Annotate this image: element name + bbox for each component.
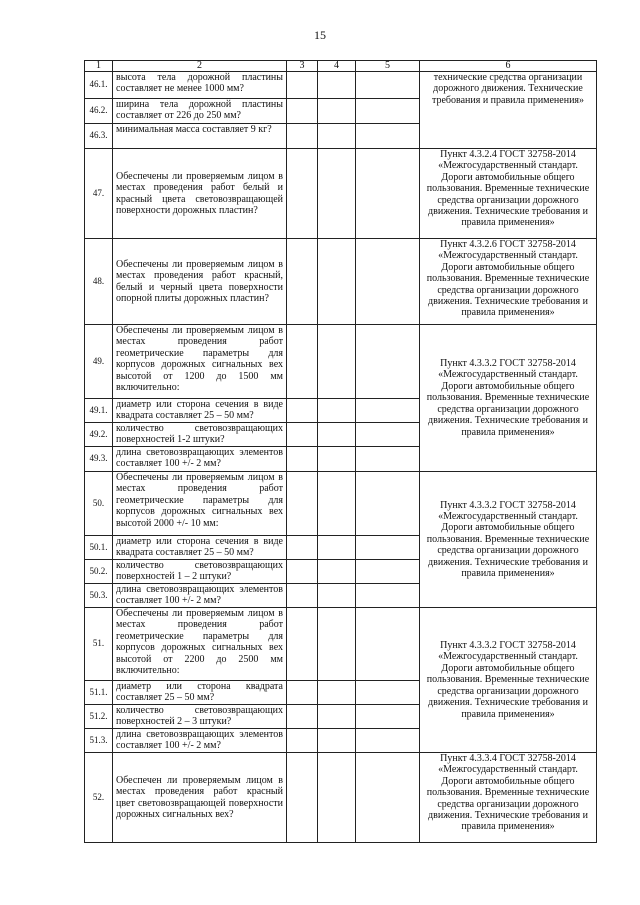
note-cell[interactable]: [356, 325, 420, 399]
table-row: [85, 149, 597, 239]
row-number: 48.: [85, 239, 113, 325]
row-number: 49.2.: [85, 423, 113, 447]
note-cell[interactable]: [356, 560, 420, 584]
answer-cell[interactable]: [287, 729, 318, 753]
note-cell[interactable]: [356, 99, 420, 124]
reference-cell: Пункт 4.3.3.4 ГОСТ 32758-2014 «Межгосударственный стандарт. Дороги автомобильные общего пользования. Временные технические средства организации дорожного движения. Технические требования и правила применения»: [420, 753, 597, 843]
row-question: Обеспечены ли проверяемым лицом в местах проведения работ геометрические параметры для корпусов дорожных сигнальных вех высотой от 2200 до 2500 мм включительно:: [113, 608, 287, 681]
note-cell[interactable]: [356, 399, 420, 423]
answer-cell[interactable]: [318, 149, 356, 239]
answer-cell[interactable]: [287, 99, 318, 124]
table-row: [85, 72, 597, 99]
row-number: 49.1.: [85, 399, 113, 423]
answer-cell[interactable]: [287, 584, 318, 608]
answer-cell[interactable]: [318, 536, 356, 560]
answer-cell[interactable]: [287, 149, 318, 239]
answer-cell[interactable]: [318, 729, 356, 753]
row-question: Обеспечен ли проверяемым лицом в местах проведения работ красный цвет световозвращающей поверхности дорожных сигнальных вех?: [113, 753, 287, 843]
col-header-4: 4: [318, 61, 356, 72]
answer-cell[interactable]: [318, 72, 356, 99]
row-question: Обеспечены ли проверяемым лицом в местах проведения работ красный, белый и черный цвета поверхности опорной плиты дорожных пластин?: [113, 239, 287, 325]
note-cell[interactable]: [356, 536, 420, 560]
row-number: 51.3.: [85, 729, 113, 753]
table-row: [85, 753, 597, 843]
note-cell[interactable]: [356, 472, 420, 536]
answer-cell[interactable]: [318, 325, 356, 399]
row-question: длина световозвращающих элементов составляет 100 +/- 2 мм?: [113, 729, 287, 753]
note-cell[interactable]: [356, 584, 420, 608]
row-question: Обеспечены ли проверяемым лицом в местах проведения работ геометрические параметры для корпусов дорожных сигнальных вех высотой от 1200 до 1500 мм включительно:: [113, 325, 287, 399]
reference-cell: Пункт 4.3.3.2 ГОСТ 32758-2014 «Межгосударственный стандарт. Дороги автомобильные общего пользования. Временные технические средства организации дорожного движения. Технические требования и правила применения»: [420, 325, 597, 472]
note-cell[interactable]: [356, 705, 420, 729]
table-row: [85, 472, 597, 536]
answer-cell[interactable]: [287, 560, 318, 584]
answer-cell[interactable]: [318, 239, 356, 325]
row-question: количество световозвращающих поверхностей 1-2 штуки?: [113, 423, 287, 447]
row-question: диаметр или сторона сечения в виде квадрата составляет 25 – 50 мм?: [113, 536, 287, 560]
answer-cell[interactable]: [287, 608, 318, 681]
answer-cell[interactable]: [318, 560, 356, 584]
row-question: длина световозвращающих элементов составляет 100 +/- 2 мм?: [113, 584, 287, 608]
row-number: 50.: [85, 472, 113, 536]
row-number: 46.1.: [85, 72, 113, 99]
row-question: длина световозвращающих элементов составляет 100 +/- 2 мм?: [113, 447, 287, 472]
row-number: 50.3.: [85, 584, 113, 608]
row-number: 46.2.: [85, 99, 113, 124]
row-question: Обеспечены ли проверяемым лицом в местах проведения работ белый и красный цвета световозвращающей поверхности дорожных пластин?: [113, 149, 287, 239]
answer-cell[interactable]: [287, 536, 318, 560]
row-number: 51.1.: [85, 681, 113, 705]
header-row: [85, 61, 597, 72]
answer-cell[interactable]: [318, 681, 356, 705]
answer-cell[interactable]: [318, 124, 356, 149]
answer-cell[interactable]: [287, 72, 318, 99]
answer-cell[interactable]: [318, 423, 356, 447]
row-number: 51.: [85, 608, 113, 681]
checklist-table: [84, 60, 597, 843]
row-question: Обеспечены ли проверяемым лицом в местах проведения работ геометрические параметры для корпусов дорожных сигнальных вех высотой 2000 +/- 10 мм:: [113, 472, 287, 536]
note-cell[interactable]: [356, 447, 420, 472]
row-number: 49.3.: [85, 447, 113, 472]
table-row: [85, 608, 597, 681]
page-number: 15: [314, 28, 326, 42]
reference-cell: Пункт 4.3.2.4 ГОСТ 32758-2014 «Межгосударственный стандарт. Дороги автомобильные общего пользования. Временные технические средства организации дорожного движения. Технические требования и правила применения»: [420, 149, 597, 239]
table-row: [85, 239, 597, 325]
answer-cell[interactable]: [287, 239, 318, 325]
answer-cell[interactable]: [318, 705, 356, 729]
row-number: 47.: [85, 149, 113, 239]
answer-cell[interactable]: [287, 681, 318, 705]
row-number: 51.2.: [85, 705, 113, 729]
answer-cell[interactable]: [318, 753, 356, 843]
note-cell[interactable]: [356, 149, 420, 239]
answer-cell[interactable]: [318, 608, 356, 681]
note-cell[interactable]: [356, 124, 420, 149]
reference-cell: Пункт 4.3.2.6 ГОСТ 32758-2014 «Межгосударственный стандарт. Дороги автомобильные общего пользования. Временные технические средства организации дорожного движения. Технические требования и правила применения»: [420, 239, 597, 325]
reference-cell: Пункт 4.3.3.2 ГОСТ 32758-2014 «Межгосударственный стандарт. Дороги автомобильные общего пользования. Временные технические средства организации дорожного движения. Технические требования и правила применения»: [420, 608, 597, 753]
row-question: количество световозвращающих поверхностей 1 – 2 штуки?: [113, 560, 287, 584]
row-number: 52.: [85, 753, 113, 843]
answer-cell[interactable]: [318, 447, 356, 472]
note-cell[interactable]: [356, 239, 420, 325]
row-question: ширина тела дорожной пластины составляет от 226 до 250 мм?: [113, 99, 287, 124]
answer-cell[interactable]: [287, 399, 318, 423]
row-number: 50.2.: [85, 560, 113, 584]
answer-cell[interactable]: [318, 472, 356, 536]
table-row: [85, 325, 597, 399]
row-question: количество световозвращающих поверхностей 2 – 3 штуки?: [113, 705, 287, 729]
col-header-5: 5: [356, 61, 420, 72]
answer-cell[interactable]: [318, 99, 356, 124]
row-question: диаметр или сторона сечения в виде квадрата составляет 25 – 50 мм?: [113, 399, 287, 423]
col-header-6: 6: [420, 61, 597, 72]
note-cell[interactable]: [356, 729, 420, 753]
col-header-3: 3: [287, 61, 318, 72]
answer-cell[interactable]: [287, 705, 318, 729]
answer-cell[interactable]: [287, 447, 318, 472]
answer-cell[interactable]: [287, 423, 318, 447]
note-cell[interactable]: [356, 608, 420, 681]
answer-cell[interactable]: [318, 584, 356, 608]
col-header-1: 1: [85, 61, 113, 72]
note-cell[interactable]: [356, 753, 420, 843]
note-cell[interactable]: [356, 423, 420, 447]
row-question: диаметр или сторона квадрата составляет 25 – 50 мм?: [113, 681, 287, 705]
note-cell[interactable]: [356, 72, 420, 99]
answer-cell[interactable]: [287, 753, 318, 843]
row-question: минимальная масса составляет 9 кг?: [113, 124, 287, 149]
answer-cell[interactable]: [287, 325, 318, 399]
note-cell[interactable]: [356, 681, 420, 705]
answer-cell[interactable]: [287, 472, 318, 536]
answer-cell[interactable]: [318, 399, 356, 423]
reference-cell: технические средства организации дорожного движения. Технические требования и правила применения»: [420, 72, 597, 149]
row-number: 49.: [85, 325, 113, 399]
row-number: 46.3.: [85, 124, 113, 149]
col-header-2: 2: [113, 61, 287, 72]
reference-cell: Пункт 4.3.3.2 ГОСТ 32758-2014 «Межгосударственный стандарт. Дороги автомобильные общего пользования. Временные технические средства организации дорожного движения. Технические требования и правила применения»: [420, 472, 597, 608]
row-number: 50.1.: [85, 536, 113, 560]
row-question: высота тела дорожной пластины составляет не менее 1000 мм?: [113, 72, 287, 99]
answer-cell[interactable]: [287, 124, 318, 149]
